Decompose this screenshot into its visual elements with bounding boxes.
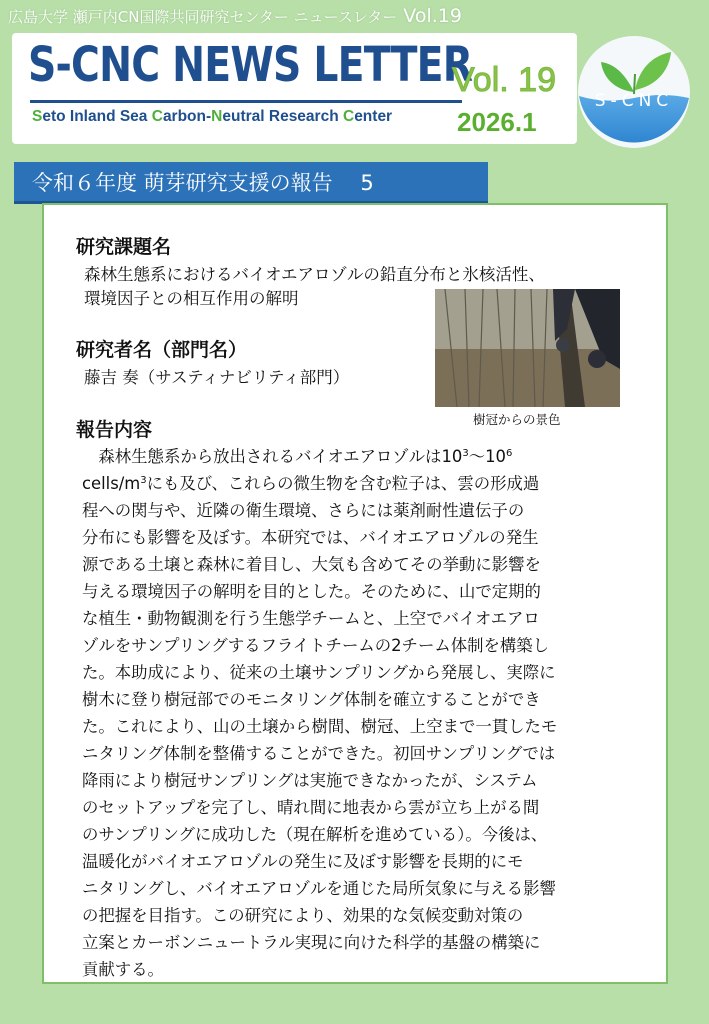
researcher-heading: 研究者名（部門名） [76, 339, 248, 361]
report-line: 貢献する。 [82, 960, 164, 979]
report-line: 源である土壌と森林に着目し、大気も含めてその挙動に影響を [82, 555, 541, 574]
canopy-photo [435, 289, 620, 407]
report-line: のセットアップを完了し、晴れ間に地表から雲が立ち上がる間 [82, 798, 540, 817]
report-line: ニタリング体制を整備することができた。初回サンプリングでは [82, 744, 556, 763]
report-line: な植生・動物観測を行う生態学チームと、上空でバイオエアロ [82, 609, 540, 628]
report-line: ニタリングし、バイオエアロゾルを通じた局所気象に与える影響 [82, 879, 556, 898]
section-title: 令和６年度 萌芽研究支援の報告 5 [14, 162, 488, 204]
newsletter-header-line [8, 3, 462, 29]
s-cnc-logo [575, 34, 693, 150]
report-line: た。これにより、山の土壌から樹間、樹冠、上空まで一貫したモ [82, 717, 558, 736]
report-line: た。本助成により、従来の土壌サンプリングから発展し、実際に [82, 663, 556, 682]
research-title-line-2: 環境因子との相互作用の解明 [84, 289, 299, 308]
report-line: 温暖化がバイオエアロゾルの発生に及ぼす影響を長期的にモ [82, 852, 524, 871]
photo-caption: 樹冠からの景色 [473, 412, 561, 427]
report-heading: 報告内容 [76, 419, 153, 441]
center-name: Seto Inland Sea Carbon-Neutral Research Center [32, 108, 393, 125]
report-line: 立案とカーボンニュートラル実現に向けた科学的基盤の構築に [82, 933, 541, 952]
org-line: 広島大学 瀬戸内CN国際共同研究センター ニュースレター [8, 7, 398, 26]
newsletter-title: S-CNC NEWS LETTER [28, 37, 473, 93]
report-line: cells/$m^3$にも及び、これらの微生物を含む粒子は、雲の形成過 [82, 474, 540, 493]
research-title-line-1: 森林生態系におけるバイオエアロゾルの鉛直分布と氷核活性、 [84, 265, 545, 284]
researcher-name: 藤吉 奏（サスティナビリティ部門） [84, 368, 350, 387]
report-line: ゾルをサンプリングするフライトチームの2チーム体制を構築し [82, 636, 550, 655]
logo-text: S-CNC [594, 91, 674, 111]
issue-date: 2026.1 [457, 107, 537, 137]
report-line: 森林生態系から放出されるバイオエアロゾルは$10^3\sim 10^6$ [82, 447, 513, 466]
vol-line: Vol.19 [403, 5, 462, 27]
report-line: 樹木に登り樹冠部でのモニタリング体制を確立することができ [82, 690, 541, 709]
report-body [82, 443, 642, 983]
report-line: 分布にも影響を及ぼす。本研究では、バイオエアロゾルの発生 [82, 528, 539, 547]
title-underline [30, 100, 462, 103]
masthead [12, 33, 577, 144]
report-line: 程への関与や、近隣の衛生環境、さらには薬剤耐性遺伝子の [82, 501, 525, 520]
report-line: 与える環境因子の解明を目的とした。そのために、山で定期的 [82, 582, 541, 601]
research-title-heading: 研究課題名 [76, 236, 172, 258]
report-line: 降雨により樹冠サンプリングは実施できなかったが、システム [82, 771, 538, 790]
report-line: の把握を目指す。この研究により、効果的な気候変動対策の [82, 906, 524, 925]
report-line: のサンプリングに成功した（現在解析を進めている）。今後は、 [82, 825, 548, 844]
volume-number: Vol. 19 [452, 61, 556, 99]
